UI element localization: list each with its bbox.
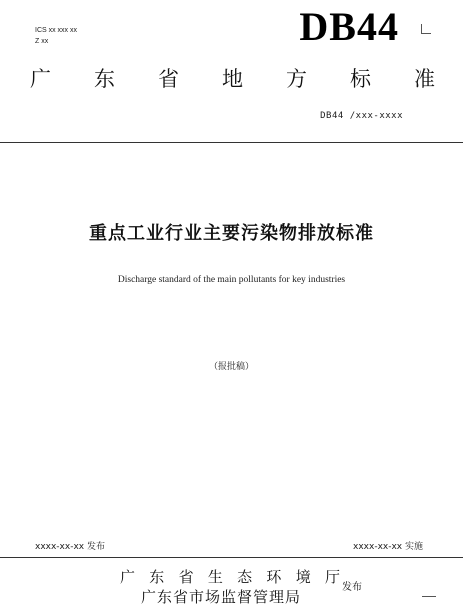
ccs-code: Z xx: [35, 38, 49, 45]
issuer-char: 态: [237, 568, 253, 586]
header-divider: [0, 142, 463, 143]
db44-logo: DB44: [299, 4, 399, 49]
issuer-char: 厅: [324, 568, 340, 586]
issuer-market-regulation: 广东省市场监督管理局: [141, 588, 302, 606]
corner-mark: [421, 24, 431, 34]
ics-code: ICS xx xxx xx: [35, 27, 78, 34]
issuer-char: 环: [266, 568, 282, 586]
issuer-char: 东: [149, 568, 165, 586]
standard-title-char: 准: [414, 67, 435, 91]
ics-classification: [35, 25, 77, 47]
issuer-environment-dept: [120, 568, 340, 586]
bottom-dash: [422, 596, 436, 597]
publish-date: xxxx-xx-xx 发布: [35, 542, 105, 552]
footer-divider: [0, 557, 463, 558]
standard-title-char: 东: [94, 67, 115, 91]
issuer-char: 省: [178, 568, 194, 586]
draft-status: （报批稿）: [208, 362, 254, 372]
implement-date: xxxx-xx-xx 实施: [353, 542, 423, 552]
standard-title-char: 广: [30, 67, 51, 91]
standard-title-char: 方: [286, 67, 307, 91]
standard-code: DB44 /xxx-xxxx: [320, 111, 403, 121]
standard-title-char: 标: [350, 67, 371, 91]
standard-type-title: [30, 64, 435, 94]
issuer-char: 境: [295, 568, 311, 586]
document-title-en: Discharge standard of the main pollutants for key industries: [117, 275, 346, 285]
document-title-cn: 重点工业行业主要污染物排放标准: [89, 223, 374, 244]
issue-label: 发布: [342, 582, 362, 593]
standard-title-char: 省: [158, 67, 179, 91]
issuer-char: 生: [207, 568, 223, 586]
standard-title-char: 地: [222, 67, 243, 91]
issuer-char: 广: [120, 568, 136, 586]
